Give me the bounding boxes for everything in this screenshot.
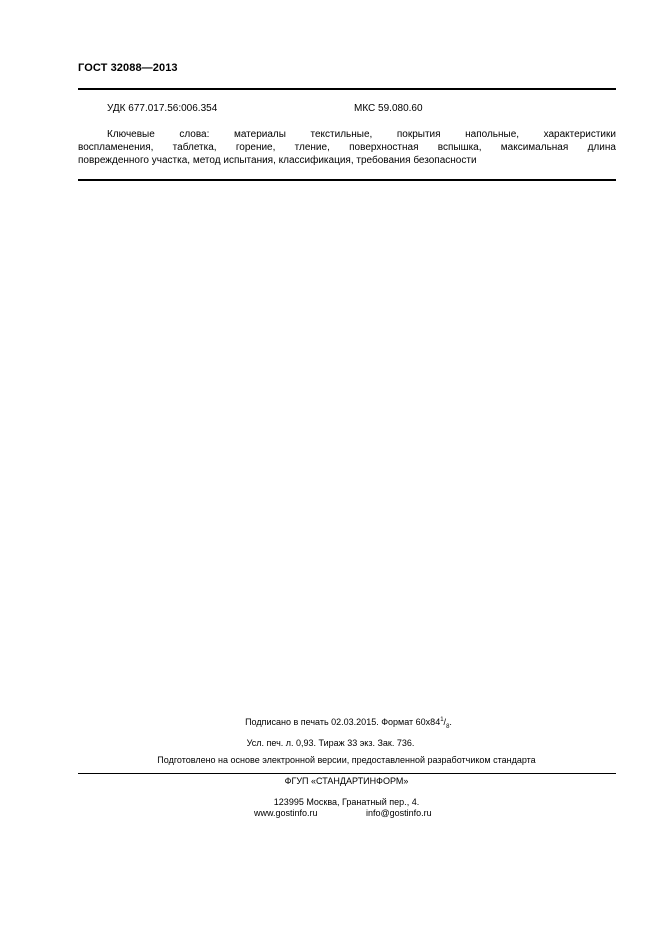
signed-for-print: Подписано в печать 02.03.2015. Формат $60х84^1/_8$. bbox=[245, 717, 452, 730]
format-fraction-numerator: 1 bbox=[440, 717, 444, 723]
keywords-paragraph bbox=[78, 128, 616, 167]
keyword-word: максимальная bbox=[500, 142, 569, 153]
keywords-line-1 bbox=[78, 128, 616, 141]
publisher-address: 123995 Москва, Гранатный пер., 4. bbox=[273, 797, 420, 807]
format-fraction-denominator: 8 bbox=[446, 723, 450, 730]
udk-code: УДК 677.017.56:006.354 bbox=[107, 103, 218, 114]
keyword-word: вспышка, bbox=[437, 142, 482, 153]
keyword-word: слова: bbox=[179, 129, 210, 140]
signed-text: Подписано в печать 02.03.2015. Формат 60х84 bbox=[245, 717, 441, 727]
email-link[interactable]: info@gostinfo.ru bbox=[366, 808, 432, 818]
keywords-divider bbox=[78, 179, 616, 181]
signed-suffix: . bbox=[449, 717, 452, 727]
keyword-word: текстильные, bbox=[310, 129, 373, 140]
keyword-word: характеристики bbox=[543, 129, 616, 140]
print-info: Усл. печ. л. 0,93. Тираж 33 экз. Зак. 736. bbox=[246, 738, 415, 748]
keyword-word: напольные, bbox=[465, 129, 520, 140]
prepared-note: Подготовлено на основе электронной версии, предоставленной разработчиком стандарта bbox=[157, 755, 536, 765]
keyword-word: горение, bbox=[235, 142, 276, 153]
keyword-word: поверхностная bbox=[349, 142, 419, 153]
keyword-word: материалы bbox=[233, 129, 286, 140]
keyword-word: воспламенения, bbox=[78, 142, 154, 153]
keywords-line-2 bbox=[78, 141, 616, 154]
standard-code: ГОСТ 32088—2013 bbox=[78, 62, 178, 74]
keyword-word: длина bbox=[587, 142, 616, 153]
keyword-word: Ключевые bbox=[107, 129, 155, 140]
publisher-name: ФГУП «СТАНДАРТИНФОРМ» bbox=[284, 776, 409, 786]
keyword-word: покрытия bbox=[396, 129, 441, 140]
keywords-line-3: поврежденного участка, метод испытания, классификация, требования безопасности bbox=[78, 155, 477, 166]
footer-divider bbox=[78, 773, 616, 774]
website-link[interactable]: www.gostinfo.ru bbox=[254, 808, 318, 818]
mks-code: МКС 59.080.60 bbox=[354, 103, 423, 114]
top-divider bbox=[78, 88, 616, 90]
keyword-word: таблетка, bbox=[172, 142, 217, 153]
keyword-word: тление, bbox=[294, 142, 330, 153]
